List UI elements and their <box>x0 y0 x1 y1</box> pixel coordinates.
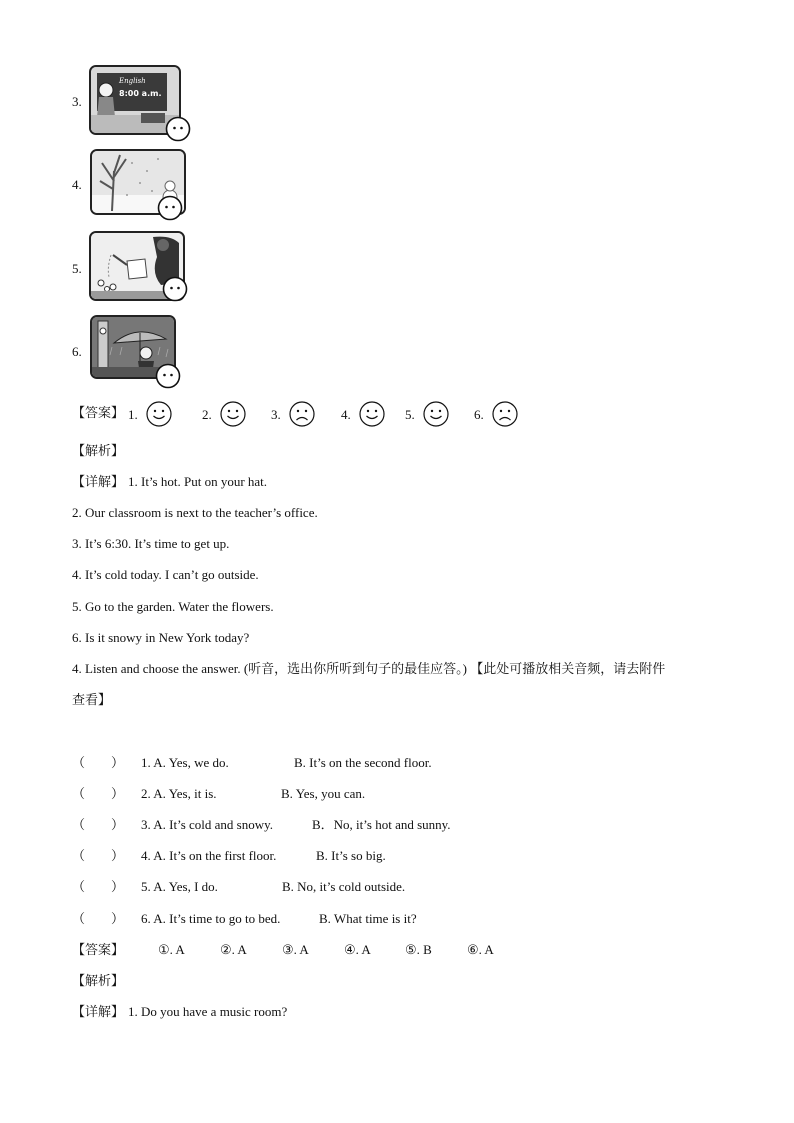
smile-face-icon <box>422 400 450 433</box>
analysis-label: 【解析】 <box>72 973 125 988</box>
smiley-face-icon <box>162 276 188 307</box>
answer-item: ④. A <box>344 942 371 957</box>
answer-blank[interactable]: （ ） <box>72 755 125 770</box>
answer-number: 3. <box>271 407 281 422</box>
answer-label: 【答案】 <box>72 405 125 420</box>
answer-number: 6. <box>474 407 484 422</box>
option-b: B. Yes, you can. <box>281 786 366 801</box>
answer-number: 4. <box>341 407 351 422</box>
answer-blank[interactable]: （ ） <box>72 786 125 801</box>
sign-title: English <box>119 77 146 85</box>
answer-blank[interactable]: （ ） <box>72 879 125 894</box>
picture-number: 5. <box>72 261 82 276</box>
option-a: 6. A. It’s time to go to bed. <box>141 911 281 926</box>
smiley-face-icon <box>155 363 181 394</box>
detail-line: 6. Is it snowy in New York today? <box>72 630 250 645</box>
frown-face-icon <box>288 400 316 433</box>
option-a: 3. A. It’s cold and snowy. <box>141 817 274 832</box>
smile-face-icon <box>145 400 173 433</box>
picture-number: 4. <box>72 177 82 192</box>
option-b: B. It’s so big. <box>316 848 386 863</box>
option-a: 1. A. Yes, we do. <box>141 755 229 770</box>
smiley-face-icon <box>157 195 183 226</box>
smile-face-icon <box>358 400 386 433</box>
option-b: B．No, it’s hot and sunny. <box>312 817 451 832</box>
answer-number: 2. <box>202 407 212 422</box>
answer-label: 【答案】 <box>72 942 125 957</box>
option-b: B. No, it’s cold outside. <box>282 879 406 894</box>
detail-line: 3. It’s 6:30. It’s time to get up. <box>72 536 230 551</box>
option-b: B. It’s on the second floor. <box>294 755 432 770</box>
detail-label: 【详解】 <box>72 474 125 489</box>
smile-face-icon <box>219 400 247 433</box>
answer-item: ①. A <box>158 942 185 957</box>
detail-line: 1. Do you have a music room? <box>128 1004 288 1019</box>
section-instruction: 4. Listen and choose the answer. (听音，选出你所听到句子的最佳应答。) 【此处可播放相关音频，请去附件 <box>72 661 666 676</box>
detail-line: 5. Go to the garden. Water the flowers. <box>72 599 274 614</box>
answer-item: ②. A <box>220 942 247 957</box>
smiley-face-icon <box>165 116 191 147</box>
answer-blank[interactable]: （ ） <box>72 848 125 863</box>
detail-line: 4. It’s cold today. I can’t go outside. <box>72 567 259 582</box>
answer-item: ③. A <box>282 942 309 957</box>
answer-item: ⑥. A <box>467 942 494 957</box>
option-a: 2. A. Yes, it is. <box>141 786 217 801</box>
detail-line: 1. It’s hot. Put on your hat. <box>128 474 268 489</box>
detail-label: 【详解】 <box>72 1004 125 1019</box>
section-instruction-continued: 查看】 <box>72 692 112 707</box>
option-a: 5. A. Yes, I do. <box>141 879 218 894</box>
option-b: B. What time is it? <box>319 911 417 926</box>
option-a: 4. A. It’s on the first floor. <box>141 848 277 863</box>
analysis-label: 【解析】 <box>72 443 125 458</box>
answer-blank[interactable]: （ ） <box>72 911 125 926</box>
picture-number: 3. <box>72 94 82 109</box>
answer-blank[interactable]: （ ） <box>72 817 125 832</box>
answer-item: ⑤. B <box>405 942 432 957</box>
picture-number: 6. <box>72 344 82 359</box>
detail-line: 2. Our classroom is next to the teacher’s office. <box>72 505 318 520</box>
frown-face-icon <box>491 400 519 433</box>
answer-number: 1. <box>128 407 138 422</box>
sign-time: 8:00 a.m. <box>119 89 162 98</box>
answer-number: 5. <box>405 407 415 422</box>
